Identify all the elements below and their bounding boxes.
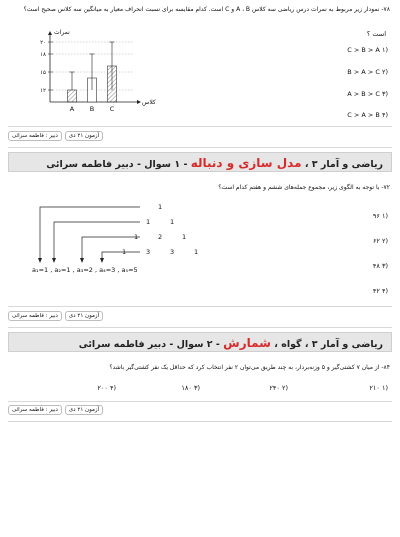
arrow-row-3 (82, 237, 140, 260)
divider (8, 306, 392, 307)
option-number: (۳ (381, 90, 388, 98)
option-text: ۲۱۰ (369, 384, 380, 392)
q84-stem: ۸۴- از میان ۷ کشتی‌گیر و ۵ وزنه‌بردار، به چند طریق می‌توان ۲ نفر انتخاب کرد که حداقل یک نفر کشتی‌گیر باشد؟ (109, 364, 390, 371)
y-axis-arrow (48, 31, 52, 35)
arrow-row-4 (102, 252, 140, 260)
teacher-tag[interactable]: دبیر : فاطمه سرائی (8, 131, 62, 141)
option-number: (۳ (381, 262, 388, 270)
q78-option-4[interactable] (347, 111, 388, 119)
option-number: (۴ (381, 111, 388, 119)
pascal-2-1: 1 (146, 218, 151, 226)
option-text: ۲۴۰ (269, 384, 280, 392)
arrowhead (52, 258, 56, 263)
option-text: ۴۲ (372, 287, 380, 295)
section-subject: ریاضی و آمار ۳ ، گواه ، (270, 339, 383, 350)
option-text: ۶۲ (372, 237, 380, 245)
q72-option-3[interactable] (373, 262, 388, 270)
sequence-label: a₁=1 , a₂=1 , a₃=2 , a₄=3 , a₅=5 (32, 266, 138, 274)
bar-A (68, 90, 77, 102)
pascal-4-2: 3 (146, 248, 151, 256)
x-tick-label-C: C (109, 105, 115, 113)
option-number: (۳ (193, 384, 200, 392)
option-number: (۱ (381, 46, 388, 54)
arrow-row-2 (54, 222, 140, 260)
q72-pascal-diagram (30, 198, 200, 278)
q84-tags (8, 405, 103, 415)
divider (8, 421, 392, 422)
option-text: B > A > C (347, 68, 380, 76)
section-title-1 (46, 156, 383, 170)
q84-option-2[interactable] (269, 384, 288, 392)
q72-option-2[interactable] (373, 237, 388, 245)
divider (8, 147, 392, 148)
option-number: (۴ (381, 287, 388, 295)
q72-option-4[interactable] (373, 287, 388, 295)
pascal-2-2: 1 (170, 218, 175, 226)
x-axis-label: کلاس (142, 99, 156, 106)
section-meta: - ۱ سوال - دبیر فاطمه سرائی (46, 159, 191, 170)
x-axis-arrow (137, 100, 141, 104)
q84-option-3[interactable] (181, 384, 200, 392)
option-text: C > B > A (347, 46, 380, 54)
y-tick-label: ۱۸ (40, 52, 46, 58)
option-number: (۲ (381, 237, 388, 245)
option-text: ۹۶ (372, 212, 380, 220)
section-meta: - ۲ سوال - دبیر فاطمه سرائی (78, 339, 224, 350)
option-text: ۴۸ (372, 262, 380, 270)
arrowhead (100, 258, 104, 263)
option-number: (۱ (381, 384, 388, 392)
q78-answer-note: است ؟ (366, 30, 386, 38)
teacher-tag[interactable]: دبیر : فاطمه سرائی (8, 405, 62, 415)
arrowhead (80, 258, 84, 263)
divider (8, 327, 392, 328)
x-tick-label-B: B (89, 105, 95, 113)
exam-tag[interactable]: آزمون ۲۱ دی (65, 131, 103, 141)
q78-tags (8, 131, 103, 141)
option-number: (۱ (381, 212, 388, 220)
q78-stem: ۷۸- نمودار زیر مربوط به نمرات درس ریاضی سه کلاس A ، B و C است. کدام مقایسه برای نسبت انحراف معیار به میانگین سه کلاس صحیح است؟ (23, 6, 390, 13)
option-number: (۴ (109, 384, 116, 392)
option-text: ۱۸۰ (181, 384, 192, 392)
pascal-3-3: 1 (182, 233, 187, 241)
pascal-3-1: 1 (134, 233, 139, 241)
option-text: A > B > C (347, 90, 380, 98)
q72-tags (8, 311, 103, 321)
y-axis-label: نمرات (54, 29, 70, 36)
option-text: ۲۰۰ (97, 384, 108, 392)
pascal-1-1: 1 (158, 203, 163, 211)
section-title-2 (79, 336, 383, 350)
y-tick-label: ۲۰ (40, 40, 46, 46)
pascal-3-2: 2 (158, 233, 163, 241)
divider (8, 401, 392, 402)
section-topic: مدل سازی و دنباله (190, 156, 302, 170)
option-number: (۲ (381, 68, 388, 76)
q84-option-1[interactable] (369, 384, 388, 392)
q84-option-4[interactable] (97, 384, 116, 392)
arrowhead (38, 258, 42, 263)
section-topic: شمارش (223, 336, 271, 350)
exam-tag[interactable]: آزمون ۲۱ دی (65, 405, 103, 415)
option-number: (۲ (281, 384, 288, 392)
option-text: C > A > B (347, 111, 380, 119)
y-tick-label: ۱۵ (40, 70, 46, 76)
y-tick-label: ۱۲ (40, 88, 46, 94)
divider (8, 126, 392, 127)
x-tick-label-A: A (69, 105, 75, 113)
q72-stem: ۷۲- با توجه به الگوی زیر، مجموع جمله‌های ششم و هفتم کدام است؟ (218, 184, 390, 191)
q78-option-3[interactable] (347, 90, 388, 98)
pascal-4-1: 1 (122, 248, 127, 256)
section-subject: ریاضی و آمار ۳ ، (301, 159, 383, 170)
q78-chart (20, 26, 170, 116)
section-header-1 (8, 152, 392, 172)
q78-option-2[interactable] (347, 68, 388, 76)
q72-option-1[interactable] (373, 212, 388, 220)
exam-tag[interactable]: آزمون ۲۱ دی (65, 311, 103, 321)
q78-option-1[interactable] (347, 46, 388, 54)
pascal-4-3: 3 (170, 248, 175, 256)
section-header-2 (8, 332, 392, 352)
pascal-4-4: 1 (194, 248, 199, 256)
teacher-tag[interactable]: دبیر : فاطمه سرائی (8, 311, 62, 321)
